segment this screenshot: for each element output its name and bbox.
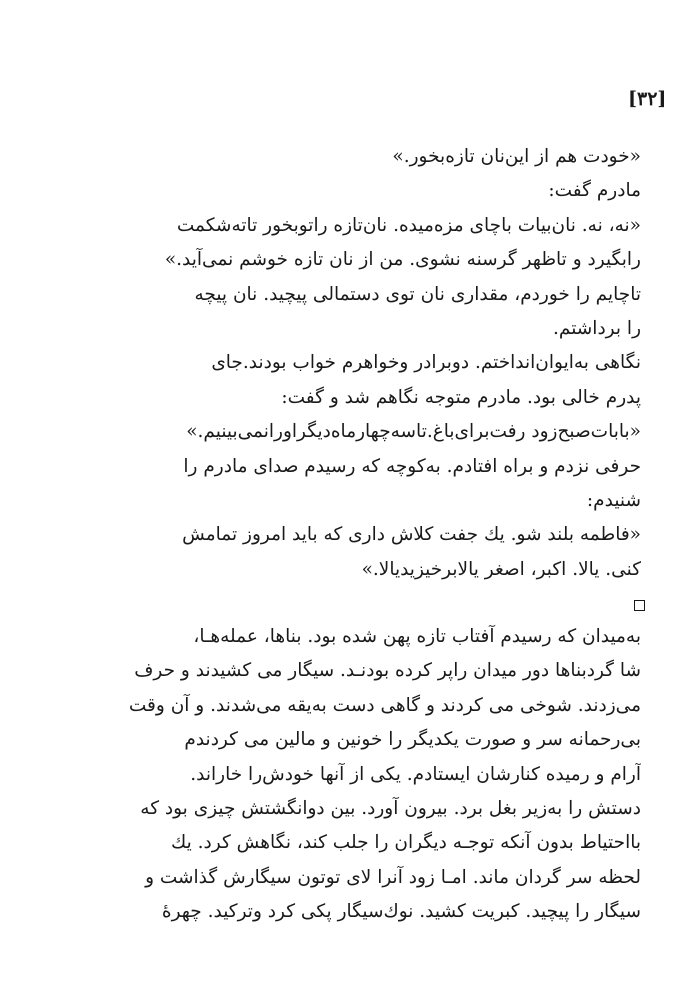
text-block-2	[41, 620, 641, 930]
text-line: می‌زدند. شوخی می کردند و گاهی دست به‌یقه می‌شدند. و آن وقت	[128, 694, 641, 716]
text-line: «نه، نه. نان‌بیات باچای مزه‌میده. نان‌تازه راتوبخور تاته‌شکمت	[176, 214, 641, 236]
text-line: مادرم گفت:	[548, 180, 641, 202]
text-line: سیگار را پیچید. کبریت کشید. نوك‌سیگار پکی کرد وترکید. چهرهٔ	[161, 901, 641, 923]
text-line: «بابات‌صبح‌زود رفت‌برای‌باغ.تاسه‌چهارماه‌دیگراورانمی‌بینیم.»	[186, 421, 641, 443]
section-break-square-icon	[634, 600, 645, 611]
text-line: شا گردبناها دور میدان راپر کرده بودنـد. سیگار می کشیدند و حرف	[134, 660, 641, 682]
section-marker-text	[0, 0, 1, 1]
text-line: کنی. یالا. اکبر، اصغر یالابرخیزیدیالا.»	[361, 558, 641, 580]
text-line: شنیدم:	[586, 490, 641, 512]
text-line: نگاهی به‌ایوان‌انداختم. دوبرادر وخواهرم خواب بودند.جای	[211, 352, 641, 374]
text-line: لحظه سر گردان ماند. امـا زود آنرا لای توتون سیگارش گذاشت و	[145, 866, 641, 888]
text-line: دستش را به‌زیر بغل برد. بیرون آورد. بین دوانگشتش چیزی بود که	[140, 798, 641, 820]
text-line: را برداشتم.	[553, 318, 641, 340]
text-line: رابگیرد و تاظهر گرسنه نشوی. من از نان تازه خوشم نمی‌آید.»	[164, 249, 641, 271]
text-line: حرفی نزدم و براه افتادم. به‌کوچه که رسیدم صدای مادرم را	[183, 455, 641, 477]
text-line: آرام و رمیده کنارشان ایستادم. یکی از آنها خودش‌را خاراند.	[190, 763, 641, 785]
text-line: «فاطمه بلند شو. یك جفت كلاش داری که باید امروز تمامش	[182, 524, 641, 546]
text-line: بااحتیاط بدون آنکه توجـه دیگران را جلب کند، نگاهش کرد. یك	[171, 832, 641, 854]
text-line: پدرم خالی بود. مادرم متوجه نگاهم شد و گفت:	[281, 386, 641, 408]
text-line: به‌میدان که رسیدم آفتاب تازه پهن شده بود. بناها، عمله‌هـا،	[193, 626, 641, 647]
text-line: «خودت هم از این‌نان تازه‌بخور.»	[392, 146, 641, 167]
text-line: تاچایم را خوردم، مقداری نان توی دستمالی پیچید. نان پیچه	[194, 283, 641, 305]
page-number: [۳۲]	[628, 88, 667, 110]
text-line: بی‌رحمانه سر و صورت یکدیگر را خونین و مالین می کردندم	[184, 729, 641, 751]
text-block-1	[41, 140, 641, 587]
